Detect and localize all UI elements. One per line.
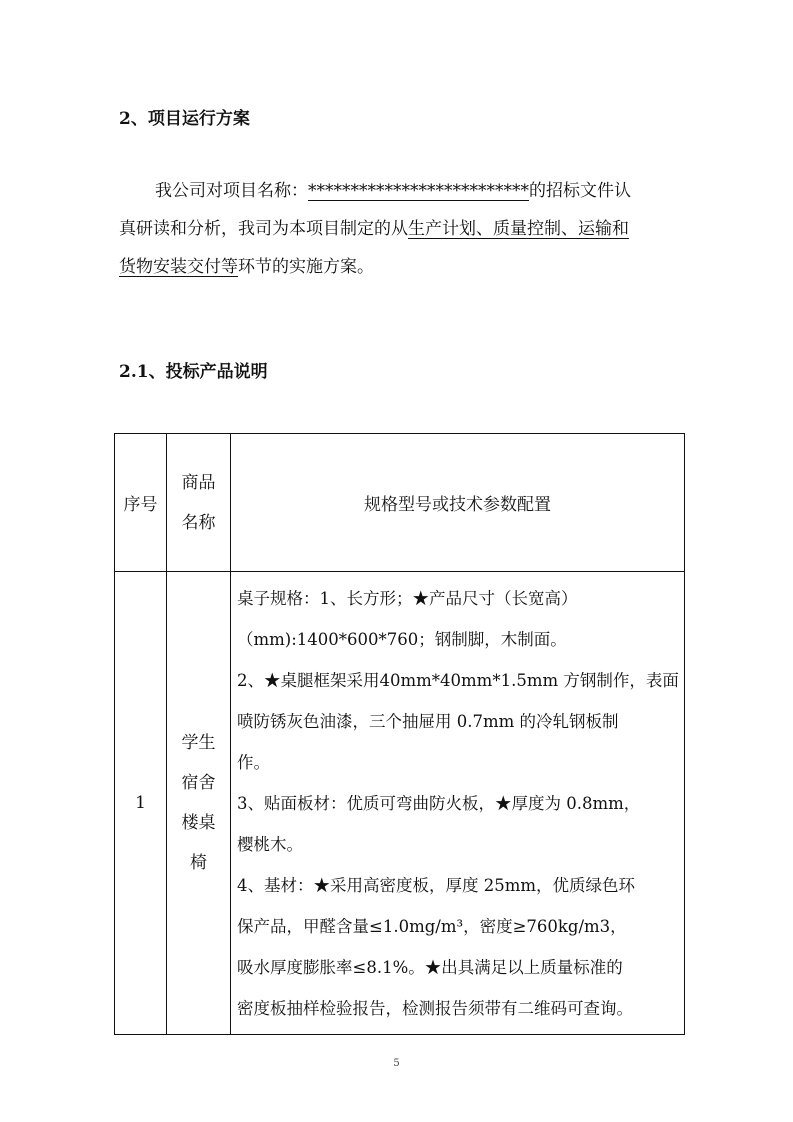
name-line: 椅: [190, 853, 207, 873]
name-line: 楼桌: [181, 813, 216, 833]
spec-line: 樱桃木。: [237, 835, 303, 854]
header-index: 序号: [115, 434, 167, 572]
intro-paragraph: [119, 172, 679, 286]
row-product-name: [167, 572, 231, 1035]
project-name-placeholder: **************************: [308, 181, 529, 201]
intro-line-2: [119, 210, 679, 248]
name-line: 宿舍: [181, 773, 216, 793]
intro-text: 我公司对项目名称：: [155, 181, 308, 201]
underlined-text: 货物安装交付等: [119, 257, 238, 277]
spec-line: 吸水厚度膨胀率≤8.1%。★出具满足以上质量标准的: [237, 958, 623, 977]
intro-text: 真研读和分析，我司为本项目制定的从: [119, 219, 408, 239]
intro-text: 环节的实施方案。: [238, 257, 374, 277]
page-number: 5: [393, 1058, 400, 1069]
section-heading-2-1: 2.1、投标产品说明: [119, 362, 268, 382]
spec-line: 3、贴面板材：优质可弯曲防火板，★厚度为 0.8mm，: [237, 794, 641, 813]
section-heading-2: 2、项目运行方案: [119, 109, 250, 129]
name-line: 学生: [181, 733, 216, 753]
table-row: [115, 572, 685, 1035]
spec-line: 作。: [237, 753, 270, 772]
header-spec: 规格型号或技术参数配置: [231, 434, 685, 572]
product-spec-table: [114, 433, 685, 1035]
intro-line-1: [119, 172, 679, 210]
spec-line: 2、★桌腿框架采用40mm*40mm*1.5mm 方钢制作，表面: [237, 671, 679, 690]
intro-line-3: [119, 248, 679, 286]
spec-line: 密度板抽样检验报告，检测报告须带有二维码可查询。: [237, 999, 633, 1018]
row-spec: [231, 572, 685, 1035]
intro-text: 的招标文件认: [529, 181, 631, 201]
underlined-text: 生产计划、质量控制、运输和: [408, 219, 629, 239]
row-index: 1: [115, 572, 167, 1035]
header-text: 名称: [181, 512, 216, 533]
spec-line: （mm):1400*600*760；钢制脚，木制面。: [237, 630, 567, 649]
spec-line: 保产品，甲醛含量≤1.0mg/m³，密度≥760kg/m3，: [237, 917, 627, 936]
spec-line: 4、基材：★采用高密度板，厚度 25mm，优质绿色环: [237, 876, 636, 895]
spec-line: 桌子规格：1、长方形；★产品尺寸（长宽高）: [237, 589, 578, 608]
table-header-row: [115, 434, 685, 572]
header-text: 商品: [181, 472, 216, 493]
header-product-name: [167, 434, 231, 572]
spec-line: 喷防锈灰色油漆，三个抽屉用 0.7mm 的冷轧钢板制: [237, 712, 619, 731]
